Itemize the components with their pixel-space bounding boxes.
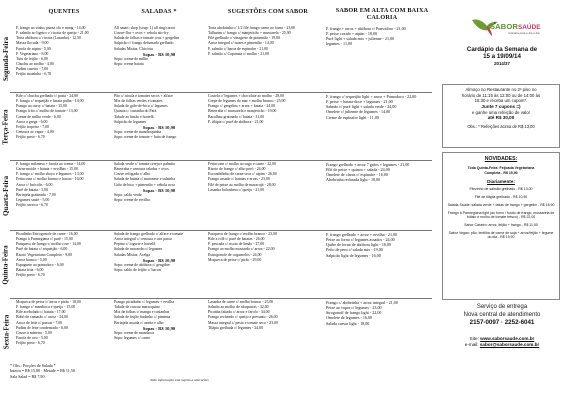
menu-item: Risoto de frango c/ alho poró - 24,00 <box>208 167 266 172</box>
site-label: Site: <box>469 336 479 341</box>
menu-item: Omelete de claras c/ espinafre - 16,00 <box>326 172 388 178</box>
menu-item: Sopas · R$ 10,90 <box>142 187 176 193</box>
delivery-line: Nova central de atendimento <box>463 312 541 318</box>
menu-item: Fettuccine c/ molho branco e bacon - 16,00 <box>16 177 84 182</box>
menu-item: F. tilápia c/ purê de abóbora - 21,00 <box>208 119 264 124</box>
daily-item: Salada Saúde: salada verde + fatias de frango + gergelim - R$ 18,90 <box>447 202 555 207</box>
menu-week-title-line: Cardápio da Semana de <box>466 46 538 53</box>
menu-grid <box>4 8 436 20</box>
menu-item: Bacalhau gratinado c/ batata - 31,00 <box>208 114 265 119</box>
menu-item: Salmão c/ purê light + salada verde - 24,00 <box>326 104 397 110</box>
menu-cell-quentes <box>16 300 110 346</box>
news-title: NOVIDADES: <box>484 156 518 162</box>
menu-item: Tabule de cuscuz marroquino <box>114 305 160 310</box>
loyalty-coupons: Junte 7 cupons =) <box>481 103 521 109</box>
menu-item: Frango à Parmegiana c/ purê - 15,00 <box>16 237 73 242</box>
website-link[interactable]: www.saborsaude.com.br <box>480 336 535 341</box>
menu-item: Sopa: creme de mandioquinha <box>114 130 162 135</box>
menu-item: Salada caesar light - 18,00 <box>326 320 370 326</box>
menu-item: Talharim c/ frango c/ manjericão + mussarela - 25,90 <box>208 31 291 36</box>
menu-item: Salpicão c/ frango defumado grelhado <box>114 41 174 46</box>
brand-tagline: culinária para o dia a dia <box>508 31 540 35</box>
menu-item: Purê de batata c/ requeijão - 6,00 <box>16 247 68 252</box>
menu-item: F. frango + arroz + abóbora c/ Pomodoro - 21,00 <box>326 26 406 31</box>
menu-cell-sugestoes <box>208 232 322 263</box>
brand-part-2: SAÚDE <box>517 24 541 31</box>
menu-item: Sopa: caldo de feijão c/ bacon <box>114 268 161 273</box>
day-divider <box>10 160 432 161</box>
menu-item: Carne moída + batata + ervilhas - 15,00 <box>16 167 78 172</box>
menu-item: Abobrinha recheada light - 18,00 <box>326 177 381 183</box>
menu-item: Frango c/ abobrinha + arroz integral - 21,00 <box>326 300 398 305</box>
menu-item: Purê de batata - 5,00 <box>16 187 49 192</box>
menu-item: Sopas · R$ 10,90 <box>142 325 176 331</box>
menu-item: Salada de folhas e tomate crus + gergelim <box>114 36 180 41</box>
day-label-text: Terça-Feira <box>2 109 10 145</box>
menu-item: Frango grelhado + arroz 7 grãos + legumes - 21,00 <box>326 162 410 167</box>
menu-item: Risoto Vegetariano Completo - 9,00 <box>16 252 73 257</box>
loyalty-text: 15:30 e receba um cupom*. <box>474 98 528 104</box>
menu-item: Feijão carioca - 6,70 <box>16 203 48 208</box>
menu-cell-baixa <box>326 94 434 120</box>
loyalty-text: Almoço no Restaurante no 2º piso no <box>465 87 537 92</box>
menu-item: Picanha fatiada c/ arroz e farofa - 34,00 <box>208 310 270 315</box>
menu-item: Feijão preto - 6,70 <box>16 341 45 346</box>
menu-item: Arroz integral c/ nozes e pimentão - 14,00 <box>208 41 274 46</box>
menu-item: Grão de bico + pimentão + cebola roxa <box>114 182 175 187</box>
menu-item: Frango frito c/ molho de tomate - 13,00 <box>16 109 78 114</box>
menu-cell-quentes <box>16 94 110 140</box>
menu-item: F. frango c/ mandioca e queijo - 15,00 <box>16 305 76 310</box>
menu-item: Arroz de leite c/ passas - 7,00 <box>16 320 63 325</box>
menu-item: Sopa: creme de mandioca <box>114 330 155 335</box>
menu-cell-baixa <box>326 232 434 258</box>
menu-cell-sugestoes <box>208 26 322 57</box>
menu-item: F. frango c/ molho shoyo e legumes - 13,00 <box>16 172 84 177</box>
menu-item: Pudim de leite condensado - 6,00 <box>16 325 68 330</box>
column-header-sugestoes: SUGESTÕES COM SABOR <box>227 8 309 15</box>
menu-cell-baixa <box>326 26 434 47</box>
menu-cell-baixa <box>326 162 434 183</box>
menu-item: Arroz c/ brócolis - 6,00 <box>16 182 53 187</box>
menu-item: Lasanha bolonhesa c/ queijo - 21,00 <box>208 187 265 192</box>
menu-item: Salpicão light de legumes - 16,00 <box>326 252 381 258</box>
day-label <box>0 300 12 364</box>
menu-item: Sopas · R$ 10,90 <box>142 51 176 57</box>
menu-item: Salada de feijão fradinho c/ pimenta <box>114 315 171 320</box>
menu-item: Farofa de ovo - 5,00 <box>16 336 48 341</box>
menu-item: Salada de frango grelhado c/ alface e tomate <box>114 232 184 236</box>
menu-item: Strogonoff de frango light - 22,00 <box>326 310 382 316</box>
day-label-text: Segunda-Feira <box>2 37 11 81</box>
menu-item: Pão c/ rúcula e tomates secos + alface <box>114 94 173 98</box>
menu-item: Peixe ao vapor c/ legumes - 23,00 <box>326 305 382 311</box>
menu-item: Mix de folhas verdes e tomates <box>114 99 163 104</box>
menu-item: Escondidinho de carne seca c/ aipim - 26,00 <box>208 172 277 177</box>
loyalty-box <box>442 84 560 148</box>
menu-item: Espaguete ao pomodoro - 6,00 <box>16 262 64 267</box>
menu-item: Sopa: creme batata <box>114 62 144 67</box>
menu-item: Berinjela assada c/ azeite e alho <box>114 320 164 325</box>
menu-item: Salmão ao molho de alcaparras - 32,00 <box>208 305 269 310</box>
day-row <box>0 162 432 230</box>
delivery-line: Serviço de entrega <box>476 304 528 310</box>
menu-item: Quibe de forno de abóbora light - 18,00 <box>326 242 392 248</box>
footnote-line: * Obs.: Porções de Salada * <box>10 363 56 368</box>
menu-item: Moqueca de peixe c/ arroz e pirão - 18,00 <box>16 300 81 304</box>
menu-item: All smart: shop (soup: 1) all ring/carrot <box>114 26 176 30</box>
menu-item: Salada de batata c/ maionese e salsinha <box>114 177 175 182</box>
daily-item: Filezinho de salmão grelhado - R$ 13,00 <box>469 187 533 192</box>
menu-item: Feijão tropeiro - 7,00 <box>16 124 50 129</box>
news-item-text: Completa - R$ 15,90 <box>484 170 518 175</box>
email-link[interactable]: sabor@saborsaude.com.br <box>479 342 540 348</box>
day-label <box>0 162 12 230</box>
menu-item: Feijão preto - 6,70 <box>16 135 45 140</box>
menu-item: F. peixe + batata-doce + legumes - 21,00 <box>326 99 393 105</box>
menu-item: F. frango grelhado + arroz + ervilha - 21,00 <box>326 232 398 237</box>
menu-item: Creme de espinafre light - 11,00 <box>326 114 379 120</box>
daily-item: Filé de tilápia grelhado - R$ 10,90 <box>474 195 528 200</box>
menu-cell-quentes <box>16 26 110 78</box>
salad-portions-note <box>10 363 75 379</box>
day-row <box>0 94 432 160</box>
delivery-info <box>440 303 564 319</box>
menu-item: Tabule ao limão e hortelã <box>114 114 154 119</box>
daily-title: Diariamente: <box>487 179 515 185</box>
daily-item: Sabor Caseiro: arroz, feijão + frango - R$ 11,50 <box>464 222 538 227</box>
menu-week-dates: 15 a 19/09/14 <box>483 53 521 61</box>
menu-item: Bife a rolê c/ purê de batatas - 26,00 <box>208 237 265 242</box>
menu-item: Sopa: creme de abóbora c/ gengibre <box>114 262 170 267</box>
menu-item: Creme de milho verde - 6,00 <box>16 114 61 119</box>
menu-item: Couve à mineira - 5,00 <box>16 330 52 335</box>
loyalty-text: e ganhe uma refeição de valor <box>471 109 531 115</box>
menu-item: Bobó de camarão c/ arroz - 24,00 <box>16 315 68 320</box>
menu-item: Torta abóbora c/ ricotta (Lasanha) - 12,50 <box>16 36 81 41</box>
menu-item: Frango assado c/ batatas e ervas - 23,00 <box>208 177 270 182</box>
menu-item: F. salmão c/ Caponata c/ molho - 21,00 <box>208 51 269 56</box>
footnote-line: Sala Salad = R$ 7,90 <box>10 373 45 379</box>
day-label-text: Quinta-Feira <box>2 245 10 285</box>
menu-item: Salada verde c/ tomate cereja e palmito <box>114 162 176 166</box>
menu-item: Sopa: creme de ervilha <box>114 198 150 203</box>
day-divider <box>10 230 432 231</box>
menu-item: Frango ao molho mostarda c/ arroz - 22,00 <box>208 247 275 252</box>
menu-item: Saladas Mistas: Chicória <box>114 46 153 51</box>
brand-part-1: SABOR <box>490 22 518 31</box>
menu-item: Filé de peixe + quinoa + salada - 24,00 <box>326 167 390 173</box>
day-label-text: Sexta-Feira <box>2 314 11 350</box>
menu-item: Panqueca de frango c/ molho rose - 14,00 <box>16 242 81 247</box>
day-label <box>0 232 12 298</box>
menu-item: Omelete de legumes - 16,00 <box>326 315 373 321</box>
menu-item: Costela c/ legumes + chocolate ao molho - 28,00 <box>208 94 284 98</box>
menu-item: Picadinho Estrogonofe de carne - 16,00 <box>16 232 78 236</box>
menu-item: Salada de macarrão c/ legumes <box>114 247 163 252</box>
menu-item: Frango ao curry c/ batata - 15,00 <box>16 104 67 109</box>
news-item-text: Toda Quinta-Feira: Feijoada Vegetariana <box>467 166 535 170</box>
menu-item: Omelete c/ julienne de legumes - 14,00 <box>326 109 391 115</box>
menu-item: Cenoura ao vapor - 4,00 <box>16 130 54 135</box>
menu-item: Sopa: legumes c/ carne <box>114 336 150 341</box>
day-divider <box>10 298 432 299</box>
menu-cell-saladas <box>114 26 204 67</box>
menu-item: Saladas Mistas: Acelga <box>114 252 151 257</box>
menu-item: Arroz branco - 5,00 <box>16 257 47 262</box>
menu-item: Peito de peru c/ salada mix - 19,00 <box>326 247 383 253</box>
menu-cell-saladas <box>114 94 204 140</box>
menu-item: Lasanha de carne c/ molho branco - 25,00 <box>208 300 274 304</box>
column-header-baixa-caloria: SABOR EM ALTA COM BAIXA CALORIA <box>335 7 429 21</box>
menu-item: Batata frita - 6,00 <box>16 268 44 273</box>
menu-item: Sopas · R$ 10,90 <box>142 124 176 130</box>
daily-item: Sabor Vegan: pão, lentilha de carne de soja + arroz/feijão + legume do dia - R$ 19,90 <box>448 230 554 240</box>
menu-cell-quentes <box>16 162 110 208</box>
menu-item: Sopa: creme de milho <box>114 56 149 61</box>
day-row <box>0 26 432 92</box>
day-row <box>0 232 432 298</box>
menu-item: Salpicão de legumes <box>114 119 146 124</box>
menu-item: Massa flocada - 9,00 <box>16 41 49 46</box>
menu-cell-quentes <box>16 232 110 278</box>
day-label <box>0 26 12 92</box>
day-row <box>0 300 432 364</box>
menu-item: Frango picadinho c/ legumes + ervilha <box>114 300 174 304</box>
menu-item: Feijão tatuzinho - 6,70 <box>16 72 52 77</box>
menu-item: F. frango milanesa + farofa ao creme - 14,00 <box>16 162 86 166</box>
menu-item: Arroz integral c/ cenoura e uva passa <box>114 237 172 242</box>
menu-item: Legumes sauté - 5,00 <box>16 198 50 203</box>
column-header-saladas: SALADAS * <box>141 8 177 15</box>
menu-cell-sugestoes <box>208 94 322 125</box>
footnote-line: Inteira = R$ 15,00 · Metade = R$ 11,50 <box>10 368 75 374</box>
menu-item: Tutu de feijão - 6,00 <box>16 56 48 61</box>
menu-item: Chuchu ao molho - 4,00 <box>16 62 54 67</box>
menu-cell-sugestoes <box>208 300 322 331</box>
menu-item: Torta abobrinha c/ 1/2 filé frango carne ao forno - 23,00 <box>208 26 296 30</box>
menu-item: Peixe ao forno c/ legumes assados - 24,00 <box>326 237 395 243</box>
menu-item: Pepino c/ iogurte e hortelã <box>114 242 156 247</box>
menu-cell-baixa <box>326 300 434 326</box>
loyalty-obs: Obs.: * Refeições acima de R$ 13,00 <box>467 124 535 130</box>
menu-item: Bife c/ chuchu grelhado c/ pasta - 24,00 <box>16 94 79 98</box>
menu-cell-sugestoes <box>208 162 322 193</box>
menu-item: Couve-flor + ovos + cebola stir-fry <box>114 31 169 36</box>
menu-item: Purê light + salada mix + julienne - 21,00 <box>326 36 395 42</box>
column-headers <box>4 8 436 20</box>
menu-item: Frango c/ gergelim + arroz + batata - 24,00 <box>208 104 276 109</box>
menu-item: F. pescada c/ risoto de limão - 27,00 <box>208 242 265 247</box>
menu-cell-saladas <box>114 162 204 203</box>
daily-item: Frango à Parmegiana light (ao forno / fundo de frango, mussarela de búfalo e molho de tomate fresco) - R$ 22,00 <box>447 210 555 220</box>
day-label <box>0 94 12 160</box>
menu-item: Salada de grão-de-bico c/ legumes <box>114 104 168 109</box>
disclaimer: Todo informação está sujeito a alterações <box>150 378 209 382</box>
day-label-text: Quarta-Feira <box>2 175 11 217</box>
menu-item: Pudim caseiro - 7,00 <box>16 67 49 72</box>
menu-item: Tilápia grelhada c/ legumes - 24,00 <box>208 325 263 330</box>
menu-item: Filé grelhado c/ vinagrete de pimentão - 19,00 <box>208 36 280 41</box>
menu-item: Couve refogada c/ alho <box>114 172 151 177</box>
menu-item: Massa integral c/ pesto e tomate seco - 23,00 <box>208 320 278 325</box>
brand-logo <box>470 14 564 38</box>
brand-name <box>490 22 541 31</box>
menu-item: F. frango ao vinho, purna cfo e mang - 14,00 <box>16 26 86 30</box>
menu-cell-saladas <box>114 232 204 273</box>
menu-item: F. peixe cozido + aipim - 18,00 <box>326 31 378 37</box>
menu-item: Beterraba e cenoura raladas + ovos <box>114 167 169 172</box>
menu-cell-saladas <box>114 300 204 341</box>
menu-item: F. salmão ao ligeiro c/ ricotta de queijo - 21,00 <box>16 31 89 36</box>
menu-item: Beterraba c/ mussarela e manjericão - 19,00 <box>208 109 277 114</box>
menu-item: Frango recheado c/ queijo e presunto - 26,00 <box>208 315 278 320</box>
menu-item: Sopa: caldo verde <box>114 192 142 197</box>
phone-numbers[interactable]: 2157-0097 · 2252-6041 <box>469 319 535 326</box>
menu-item: F. salmão c/ baroa de espinafre - 21,00 <box>208 46 269 51</box>
menu-item: Berinjela gratinada - 7,00 <box>16 192 56 197</box>
menu-item: Fettuccine c/ molho ao sugo e carne - 22,00 <box>208 162 276 166</box>
email-label: e-mail: <box>464 342 479 348</box>
news-box <box>442 152 560 300</box>
menu-item: Arroz a grega - 6,00 <box>16 119 48 124</box>
menu-item: Sopas · R$ 10,90 <box>142 257 176 263</box>
menu-item: Feijão preto - 6,70 <box>16 273 45 278</box>
menu-week-number: 2014/37 <box>494 61 510 66</box>
menu-item: legumes - 11,00 <box>326 41 353 47</box>
menu-item: Estrogonofe de cogumelos - 24,00 <box>208 252 262 257</box>
menu-item: Panqueca de frango c/ molho branco - 23,00 <box>208 232 277 236</box>
news-item <box>447 171 555 176</box>
loyalty-value: até R$ 30,00 <box>487 115 515 121</box>
loyalty-text: horário de 11:15 às 12:00 ou de 14:00 às <box>461 92 541 98</box>
menu-item: Crepe de legumes do mar + molho branco - 25,90 <box>208 99 286 104</box>
menu-item: Sopa: creme de tomate + fatia de frango <box>114 135 177 140</box>
menu-item: F. frango c/ requeijão light + arroz + Pomodoro - 22,00 <box>326 94 417 99</box>
column-header-quentes: QUENTES <box>48 8 80 15</box>
menu-item: F. Vegetariano - 8,00 <box>16 51 49 56</box>
menu-item: Moqueca de peixe c/ pirão - 29,00 <box>208 257 262 262</box>
day-divider <box>10 92 432 93</box>
menu-item: F. frango c/ requeijão e batata palha - 14,00 <box>16 99 84 104</box>
menu-item: Bife acebolado c/ batata - 17,00 <box>16 310 66 315</box>
menu-week-title <box>440 46 564 61</box>
menu-item: Farofa de aipim - 5,00 <box>16 46 51 51</box>
menu-item: Mix de folhas c/ manga e castanhas <box>114 310 170 315</box>
menu-item: Filé de peixe ao molho de maracujá - 28,00 <box>208 182 276 187</box>
contact-links <box>440 336 564 349</box>
menu-item: Quinoa c/ castanha do Pará <box>114 109 157 114</box>
